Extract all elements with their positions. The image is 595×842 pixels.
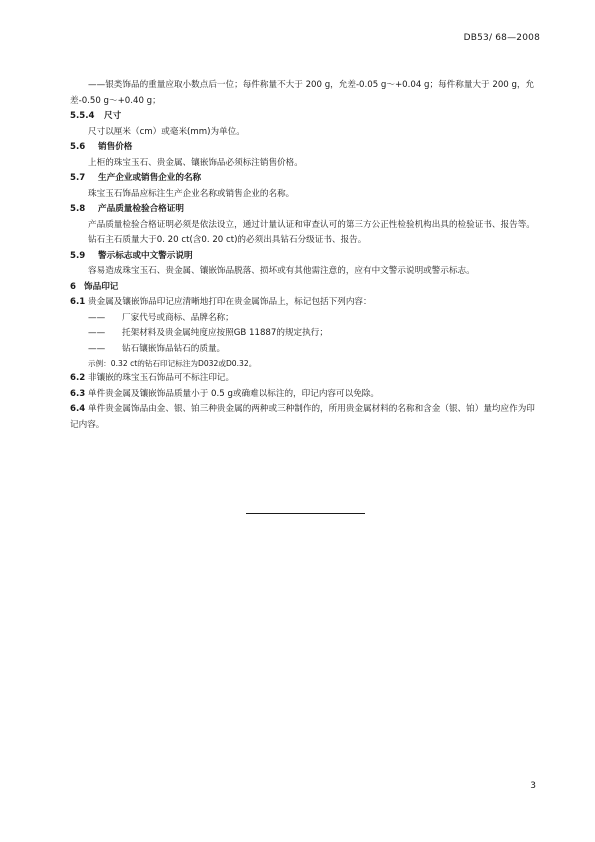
list-item (88, 326, 540, 342)
clause-text: 贵金属及镶嵌饰品印记应清晰地打印在贵金属饰品上，标记包括下列内容： (88, 297, 372, 307)
list-item (88, 342, 540, 358)
clause-5-6-body: 上柜的珠宝玉石、贵金属、镶嵌饰品必须标注销售价格。 (88, 157, 303, 168)
list-dash: —— (88, 328, 106, 338)
list-item-text: 厂家代号或商标、品牌名称； (122, 312, 234, 323)
example-note: 示例：0.32 ct的钻石印记标注为D032或D0.32。 (88, 359, 257, 368)
clause-5-7-body: 珠宝玉石饰品应标注生产企业名称或销售企业的名称。 (88, 188, 295, 199)
clause-5-7-heading (70, 171, 540, 187)
clause-5-8-heading (70, 202, 540, 218)
clause-5-8-body-2: 钻石主石质量大于0. 20 ct(含0. 20 ct)的必须出具钻石分级证书、报告。 (88, 235, 367, 245)
clause-6-1 (70, 295, 540, 311)
standard-code: DB53/ 68—2008 (463, 33, 540, 43)
clause-text: 非镶嵌的珠宝玉石饰品可不标注印记。 (88, 373, 235, 383)
silver-weight-paragraph: ——银类饰品的重量应取小数点后一位；每件称量不大于 200 g，允差-0.05 g～+0.04 g；每件称量大于 200 g，允差-0.50 g～+0.40 g； (70, 80, 535, 106)
clause-text: 单件贵金属饰品由金、银、铂三种贵金属的两种或三种制作的，所用贵金属材料的名称和含金（银、铂）量均应作为印记内容。 (70, 404, 535, 430)
clause-text: 单件贵金属及镶嵌饰品质量小于 0.5 g或确难以标注的，印记内容可以免除。 (88, 388, 379, 399)
clause-title: 销售价格 (98, 142, 133, 152)
list-item-text: 钻石镶嵌饰品钻石的质量。 (122, 343, 226, 354)
page-number: 3 (530, 781, 536, 791)
clause-6-4 (70, 402, 540, 433)
clause-number: 6.2 (70, 373, 86, 383)
clause-title: 生产企业或销售企业的名称 (98, 173, 202, 183)
section-6-heading (70, 280, 540, 296)
list-dash: —— (88, 343, 106, 354)
clause-5-5-4-body: 尺寸以厘米（cm）或毫米(mm)为单位。 (88, 126, 245, 137)
clause-number: 5.9 (70, 250, 86, 261)
clause-number: 5.6 (70, 142, 86, 152)
end-of-text-rule (246, 513, 365, 514)
list-dash: —— (88, 312, 106, 323)
clause-6-2 (70, 371, 540, 387)
clause-5-5-4-heading (70, 109, 540, 125)
clause-number: 5.7 (70, 173, 86, 183)
section-number: 6 (70, 281, 76, 292)
section-title: 饰品印记 (84, 281, 119, 292)
clause-5-6-heading (70, 140, 540, 156)
clause-title: 警示标志或中文警示说明 (98, 250, 193, 261)
clause-number: 6.3 (70, 388, 86, 399)
list-item (88, 311, 540, 327)
clause-title: 产品质量检验合格证明 (98, 204, 184, 214)
clause-6-3 (70, 387, 540, 403)
clause-number: 5.8 (70, 204, 86, 214)
clause-5-8-body-1: 产品质量检验合格证明必须是依法设立，通过计量认证和审查认可的第三方公正性检验机构出具的检验证书、报告等。 (88, 219, 535, 230)
clause-5-9-heading (70, 249, 540, 265)
clause-number: 6.1 (70, 297, 86, 307)
document-body (70, 78, 540, 433)
clause-number: 5.5.4 (70, 111, 95, 121)
clause-5-9-body: 容易造成珠宝玉石、贵金属、镶嵌饰品脱落、损坏或有其他需注意的，应有中文警示说明或警示标志。 (88, 266, 475, 276)
clause-number: 6.4 (70, 404, 86, 414)
list-item-text: 托架材料及贵金属纯度应按照GB 11887的规定执行； (122, 328, 328, 338)
clause-title: 尺寸 (104, 111, 122, 121)
